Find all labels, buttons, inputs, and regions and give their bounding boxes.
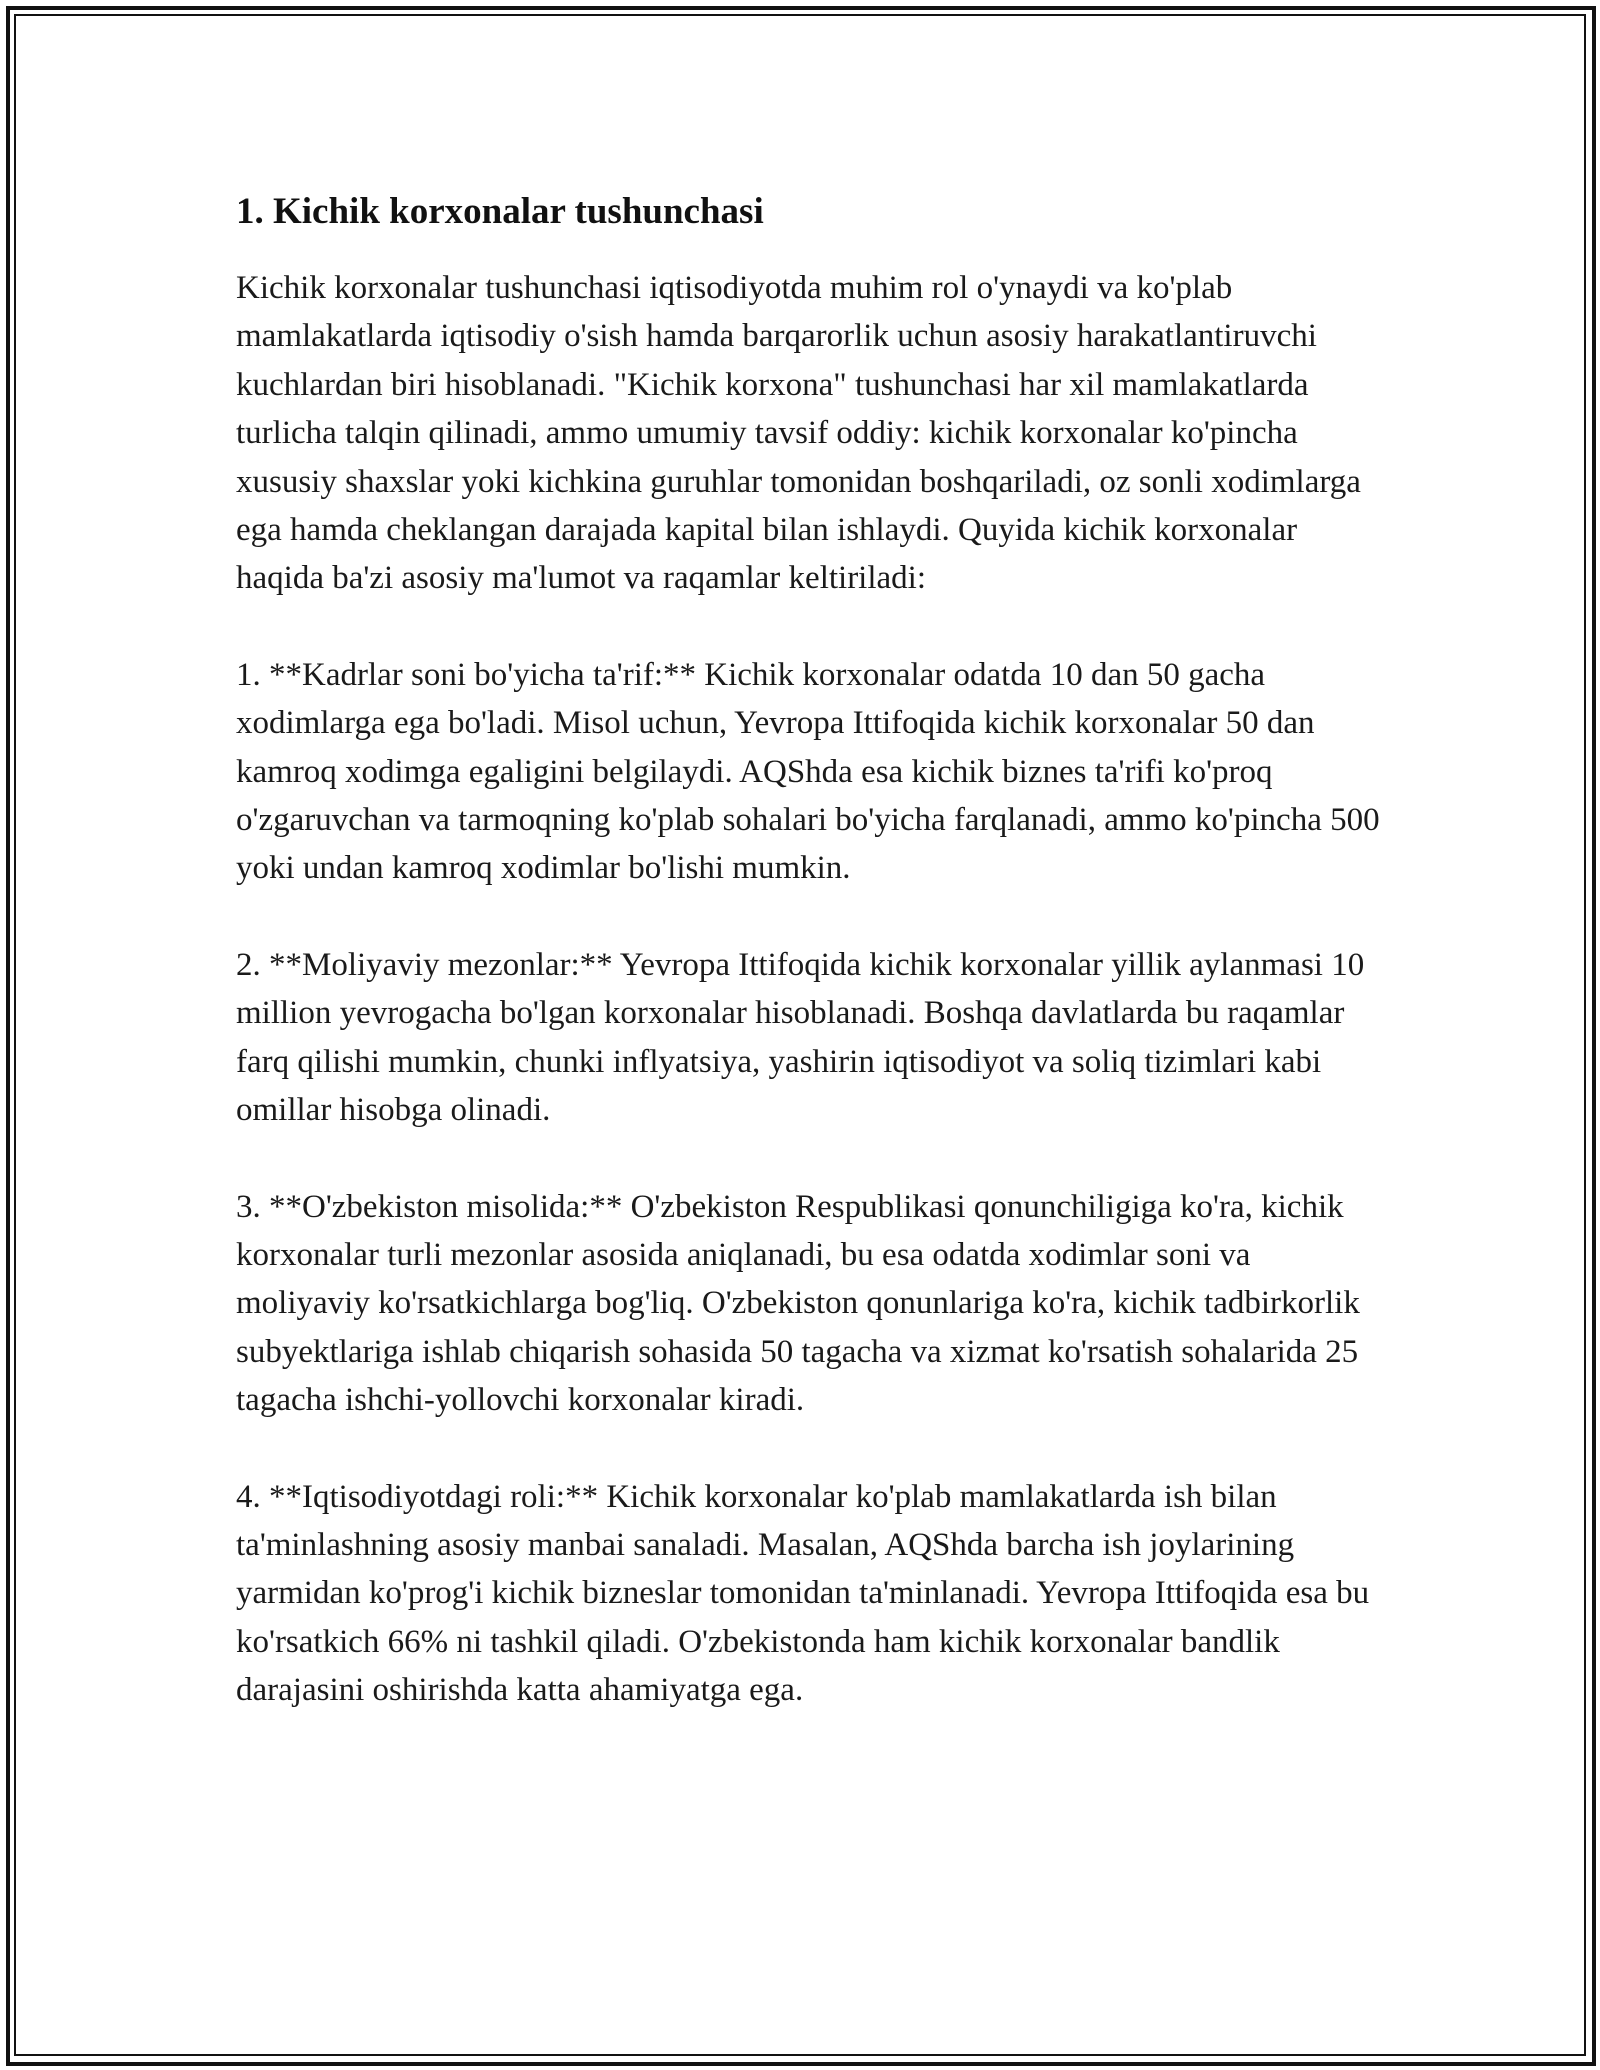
list-item-financial-criteria: 2. **Moliyaviy mezonlar:** Yevropa Ittifoqida kichik korxonalar yillik aylanmasi 10 million yevrogacha bo'lgan korxonalar hisoblanadi. Boshqa davlatlarda bu raqamlar farq qilishi mumkin, chunki inflyatsiya, yashirin iqtisodiyot va soliq tizimlari kabi omillar hisobga olinadi.: [236, 946, 1365, 1129]
intro-paragraph: Kichik korxonalar tushunchasi iqtisodiyotda muhim rol o'ynaydi va ko'plab mamlakatlarda iqtisodiy o'sish hamda barqarorlik uchun asosiy harakatlantiruvchi kuchlardan biri hisoblanadi. "Kichik korxona" tushunchasi har xil mamlakatlarda turlicha talqin qilinadi, ammo umumiy tavsif oddiy: kichik korxonalar ko'pincha xususiy shaxslar yoki kichkina guruhlar tomonidan boshqariladi, oz sonli xodimlarga ega hamda cheklangan darajada kapital bilan ishlaydi. Quyida kichik korxonalar haqida ba'zi asosiy ma'lumot va raqamlar keltiriladi:: [236, 270, 1361, 597]
list-item-staff-definition: 1. **Kadrlar soni bo'yicha ta'rif:** Kichik korxonalar odatda 10 dan 50 gacha xodimlarga ega bo'ladi. Misol uchun, Yevropa Ittifoqida kichik korxonalar 50 dan kamroq xodimga egaligini belgilaydi. AQShda esa kichik biznes ta'rifi ko'proq o'zgaruvchan va tarmoqning ko'plab sohalari bo'yicha farqlanadi, ammo ko'pincha 500 yoki undan kamroq xodimlar bo'lishi mumkin.: [236, 656, 1380, 887]
document-body: [236, 186, 1386, 1763]
list-item-uzbekistan-example: 3. **O'zbekiston misolida:** O'zbekiston Respublikasi qonunchiligiga ko'ra, kichik korxonalar turli mezonlar asosida aniqlanadi, bu esa odatda xodimlar soni va moliyaviy ko'rsatkichlarga bog'liq. O'zbekiston qonunlariga ko'ra, kichik tadbirkorlik subyektlariga ishlab chiqarish sohasida 50 tagacha va xizmat ko'rsatish sohalarida 25 tagacha ishchi-yollovchi korxonalar kiradi.: [236, 1188, 1360, 1419]
list-item-economic-role: 4. **Iqtisodiyotdagi roli:** Kichik korxonalar ko'plab mamlakatlarda ish bilan ta'minlashning asosiy manbai sanaladi. Masalan, AQShda barcha ish joylarining yarmidan ko'prog'i kichik bizneslar tomonidan ta'minlanadi. Yevropa Ittifoqida esa bu ko'rsatkich 66% ni tashkil qiladi. O'zbekistonda ham kichik korxonalar bandlik darajasini oshirishda katta ahamiyatga ega.: [236, 1478, 1370, 1709]
section-title: 1. Kichik korxonalar tushunchasi: [236, 191, 764, 232]
